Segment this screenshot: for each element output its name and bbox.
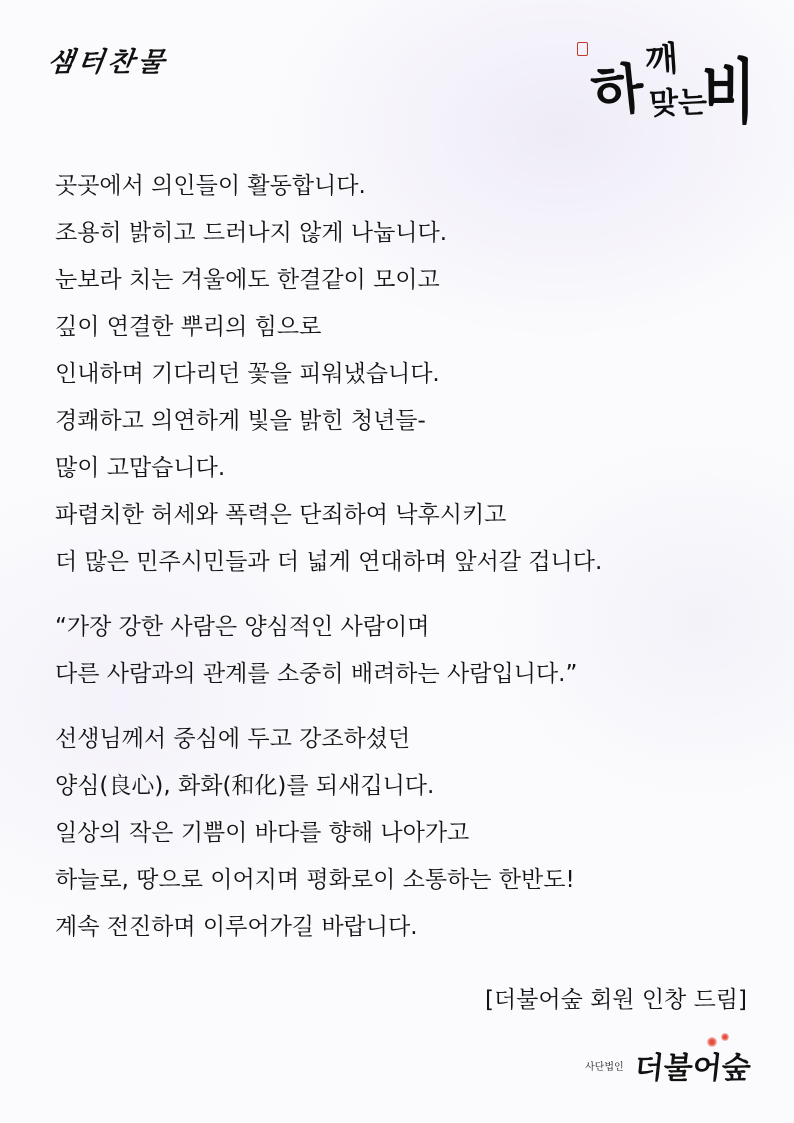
flower-icon [721,1033,729,1041]
signature: [더불어숲 회원 인창 드림] [484,987,747,1013]
text-line: 다른 사람과의 관계를 소중히 배려하는 사람입니다.” [55,661,578,687]
flower-icon [707,1037,717,1047]
text-line: “가장 강한 사람은 양심적인 사람이며 [55,614,430,640]
text-line: 조용히 밝히고 드러나지 않게 나눕니다. [55,220,448,246]
calligraphy-title: 샘터찬물 [45,47,171,78]
logo-char: 비 [701,50,756,133]
letter-body [55,163,755,951]
text-line: 더 많은 민주시민들과 더 넓게 연대하며 앞서갈 겁니다. [55,549,603,575]
paragraph [55,163,755,586]
logo-char: 하 [588,55,647,125]
org-name: 더불어숲 [632,1051,753,1086]
calligraphy-logo [575,30,756,133]
red-seal-icon [577,42,588,56]
quote-paragraph [55,604,755,698]
text-line: 양심(良心), 화화(和化)를 되새깁니다. [55,773,435,799]
logo-char: 깨 [643,38,680,82]
logo-char: 맞는 [648,84,708,122]
org-logo [585,1043,753,1086]
org-prefix: 사단법인 [585,1061,624,1073]
text-line: 인내하며 기다리던 꽃을 피워냈습니다. [55,361,440,387]
paragraph-spacer [55,698,755,716]
text-line: 계속 전진하며 이루어가길 바랍니다. [55,914,418,940]
text-line: 선생님께서 중심에 두고 강조하셨던 [55,726,411,752]
paragraph [55,716,755,951]
text-line: 파렴치한 허세와 폭력은 단죄하여 낙후시키고 [55,502,507,528]
text-line: 많이 고맙습니다. [55,455,226,481]
text-line: 곳곳에서 의인들이 활동합니다. [55,173,366,199]
text-line: 하늘로, 땅으로 이어지며 평화로이 소통하는 한반도! [55,867,575,893]
text-line: 일상의 작은 기쁨이 바다를 향해 나아가고 [55,820,470,846]
text-line: 경쾌하고 의연하게 빛을 밝힌 청년들- [55,408,426,434]
text-line: 깊이 연결한 뿌리의 힘으로 [55,314,322,340]
paragraph-spacer [55,586,755,604]
text-line: 눈보라 치는 겨울에도 한결같이 모이고 [55,267,440,293]
